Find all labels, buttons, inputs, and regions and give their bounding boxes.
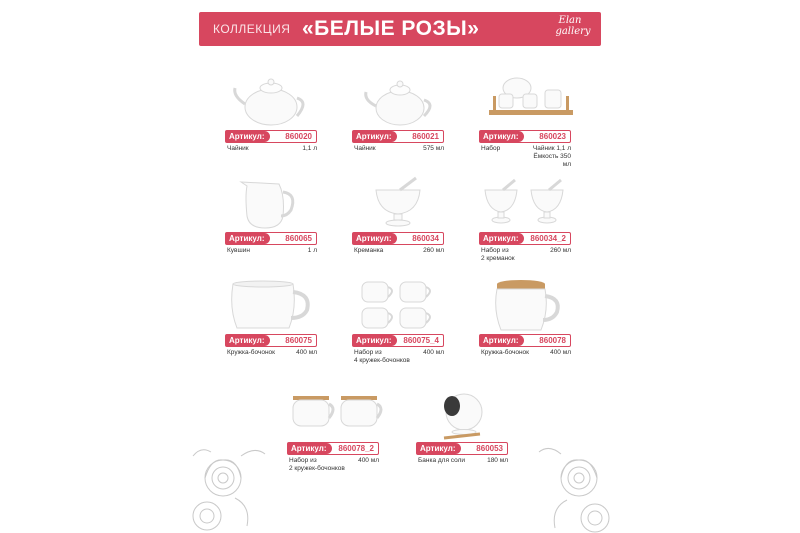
article-code: 860023 (539, 132, 566, 141)
product-volume: 180 мл (487, 457, 508, 464)
article-code: 860021 (412, 132, 439, 141)
product-name: Набор из 2 кружек-бочонков (289, 457, 345, 472)
rose-decoration-icon (531, 436, 611, 533)
product-volume: 400 мл (423, 349, 444, 356)
product-card-860023[interactable] (479, 74, 609, 184)
product-name: Кружка-бочонок (227, 349, 276, 356)
article-code: 860034_2 (530, 234, 566, 243)
jug-icon (225, 176, 355, 230)
product-card-860075[interactable] (225, 278, 355, 388)
article-code: 860020 (285, 132, 312, 141)
product-volume: Чайник 1,1 л Ёмкость 350 мл (532, 145, 571, 168)
salt-jar-icon (416, 386, 546, 440)
lidded-mugs-icon (287, 386, 417, 440)
product-card-860065[interactable] (225, 176, 355, 286)
product-name: Креманка (354, 247, 384, 254)
article-code: 860075 (285, 336, 312, 345)
article-label: Артикул: (480, 233, 524, 244)
product-volume: 1,1 л (302, 145, 317, 152)
product-name: Банка для соли (418, 457, 466, 464)
catalog-page (189, 0, 611, 533)
article-tag (352, 232, 444, 245)
product-card-860034_2[interactable] (479, 176, 609, 286)
article-label: Артикул: (288, 443, 332, 454)
product-volume: 260 мл (423, 247, 444, 254)
article-code: 860075_4 (403, 336, 439, 345)
collection-banner (199, 12, 601, 46)
article-label: Артикул: (353, 335, 397, 346)
article-label: Артикул: (226, 131, 270, 142)
product-card-860053[interactable] (416, 386, 546, 496)
logo-word-2: gallery (555, 26, 591, 37)
product-card-860078[interactable] (479, 278, 609, 388)
article-label: Артикул: (480, 335, 524, 346)
mugs-set-icon (352, 278, 482, 332)
collection-label: КОЛЛЕКЦИЯ (213, 22, 291, 36)
logo-word-1: Elan (558, 15, 582, 26)
product-name: Кружка-бочонок (481, 349, 530, 356)
product-name: Чайник (227, 145, 249, 152)
rose-decoration-icon (191, 436, 271, 533)
article-label: Артикул: (353, 131, 397, 142)
product-volume: 400 мл (358, 457, 379, 464)
product-card-860078_2[interactable] (287, 386, 417, 496)
article-label: Артикул: (417, 443, 461, 454)
product-card-860034[interactable] (352, 176, 482, 286)
article-code: 860065 (285, 234, 312, 243)
article-label: Артикул: (226, 233, 270, 244)
collection-title: «БЕЛЫЕ РОЗЫ» (302, 17, 480, 40)
article-code: 860034 (412, 234, 439, 243)
product-card-860020[interactable] (225, 74, 355, 184)
dessert-bowl-icon (352, 176, 482, 230)
tea-set-icon (479, 74, 609, 128)
article-tag (225, 130, 317, 143)
product-card-860021[interactable] (352, 74, 482, 184)
teapot-icon (225, 74, 355, 128)
product-name: Чайник (354, 145, 376, 152)
product-volume: 400 мл (550, 349, 571, 356)
mug-icon (225, 278, 355, 332)
product-name: Набор из 4 кружек-бочонков (354, 349, 410, 364)
product-name: Набор из 2 креманок (481, 247, 515, 262)
article-tag (287, 442, 379, 455)
product-volume: 260 мл (550, 247, 571, 254)
product-volume: 575 мл (423, 145, 444, 152)
article-label: Артикул: (353, 233, 397, 244)
dessert-bowls-icon (479, 176, 609, 230)
article-tag (225, 232, 317, 245)
article-code: 860078 (539, 336, 566, 345)
lidded-mug-icon (479, 278, 609, 332)
article-tag (416, 442, 508, 455)
product-card-860075_4[interactable] (352, 278, 482, 388)
article-tag (479, 130, 571, 143)
article-tag (479, 334, 571, 347)
article-code: 860078_2 (338, 444, 374, 453)
product-volume: 400 мл (296, 349, 317, 356)
teapot-icon (352, 74, 482, 128)
brand-logo (549, 15, 591, 43)
article-tag (352, 130, 444, 143)
article-label: Артикул: (480, 131, 524, 142)
product-volume: 1 л (307, 247, 317, 254)
article-tag (352, 334, 444, 347)
product-name: Кувшин (227, 247, 250, 254)
product-name: Набор (481, 145, 501, 152)
article-label: Артикул: (226, 335, 270, 346)
article-tag (225, 334, 317, 347)
article-tag (479, 232, 571, 245)
article-code: 860053 (476, 444, 503, 453)
